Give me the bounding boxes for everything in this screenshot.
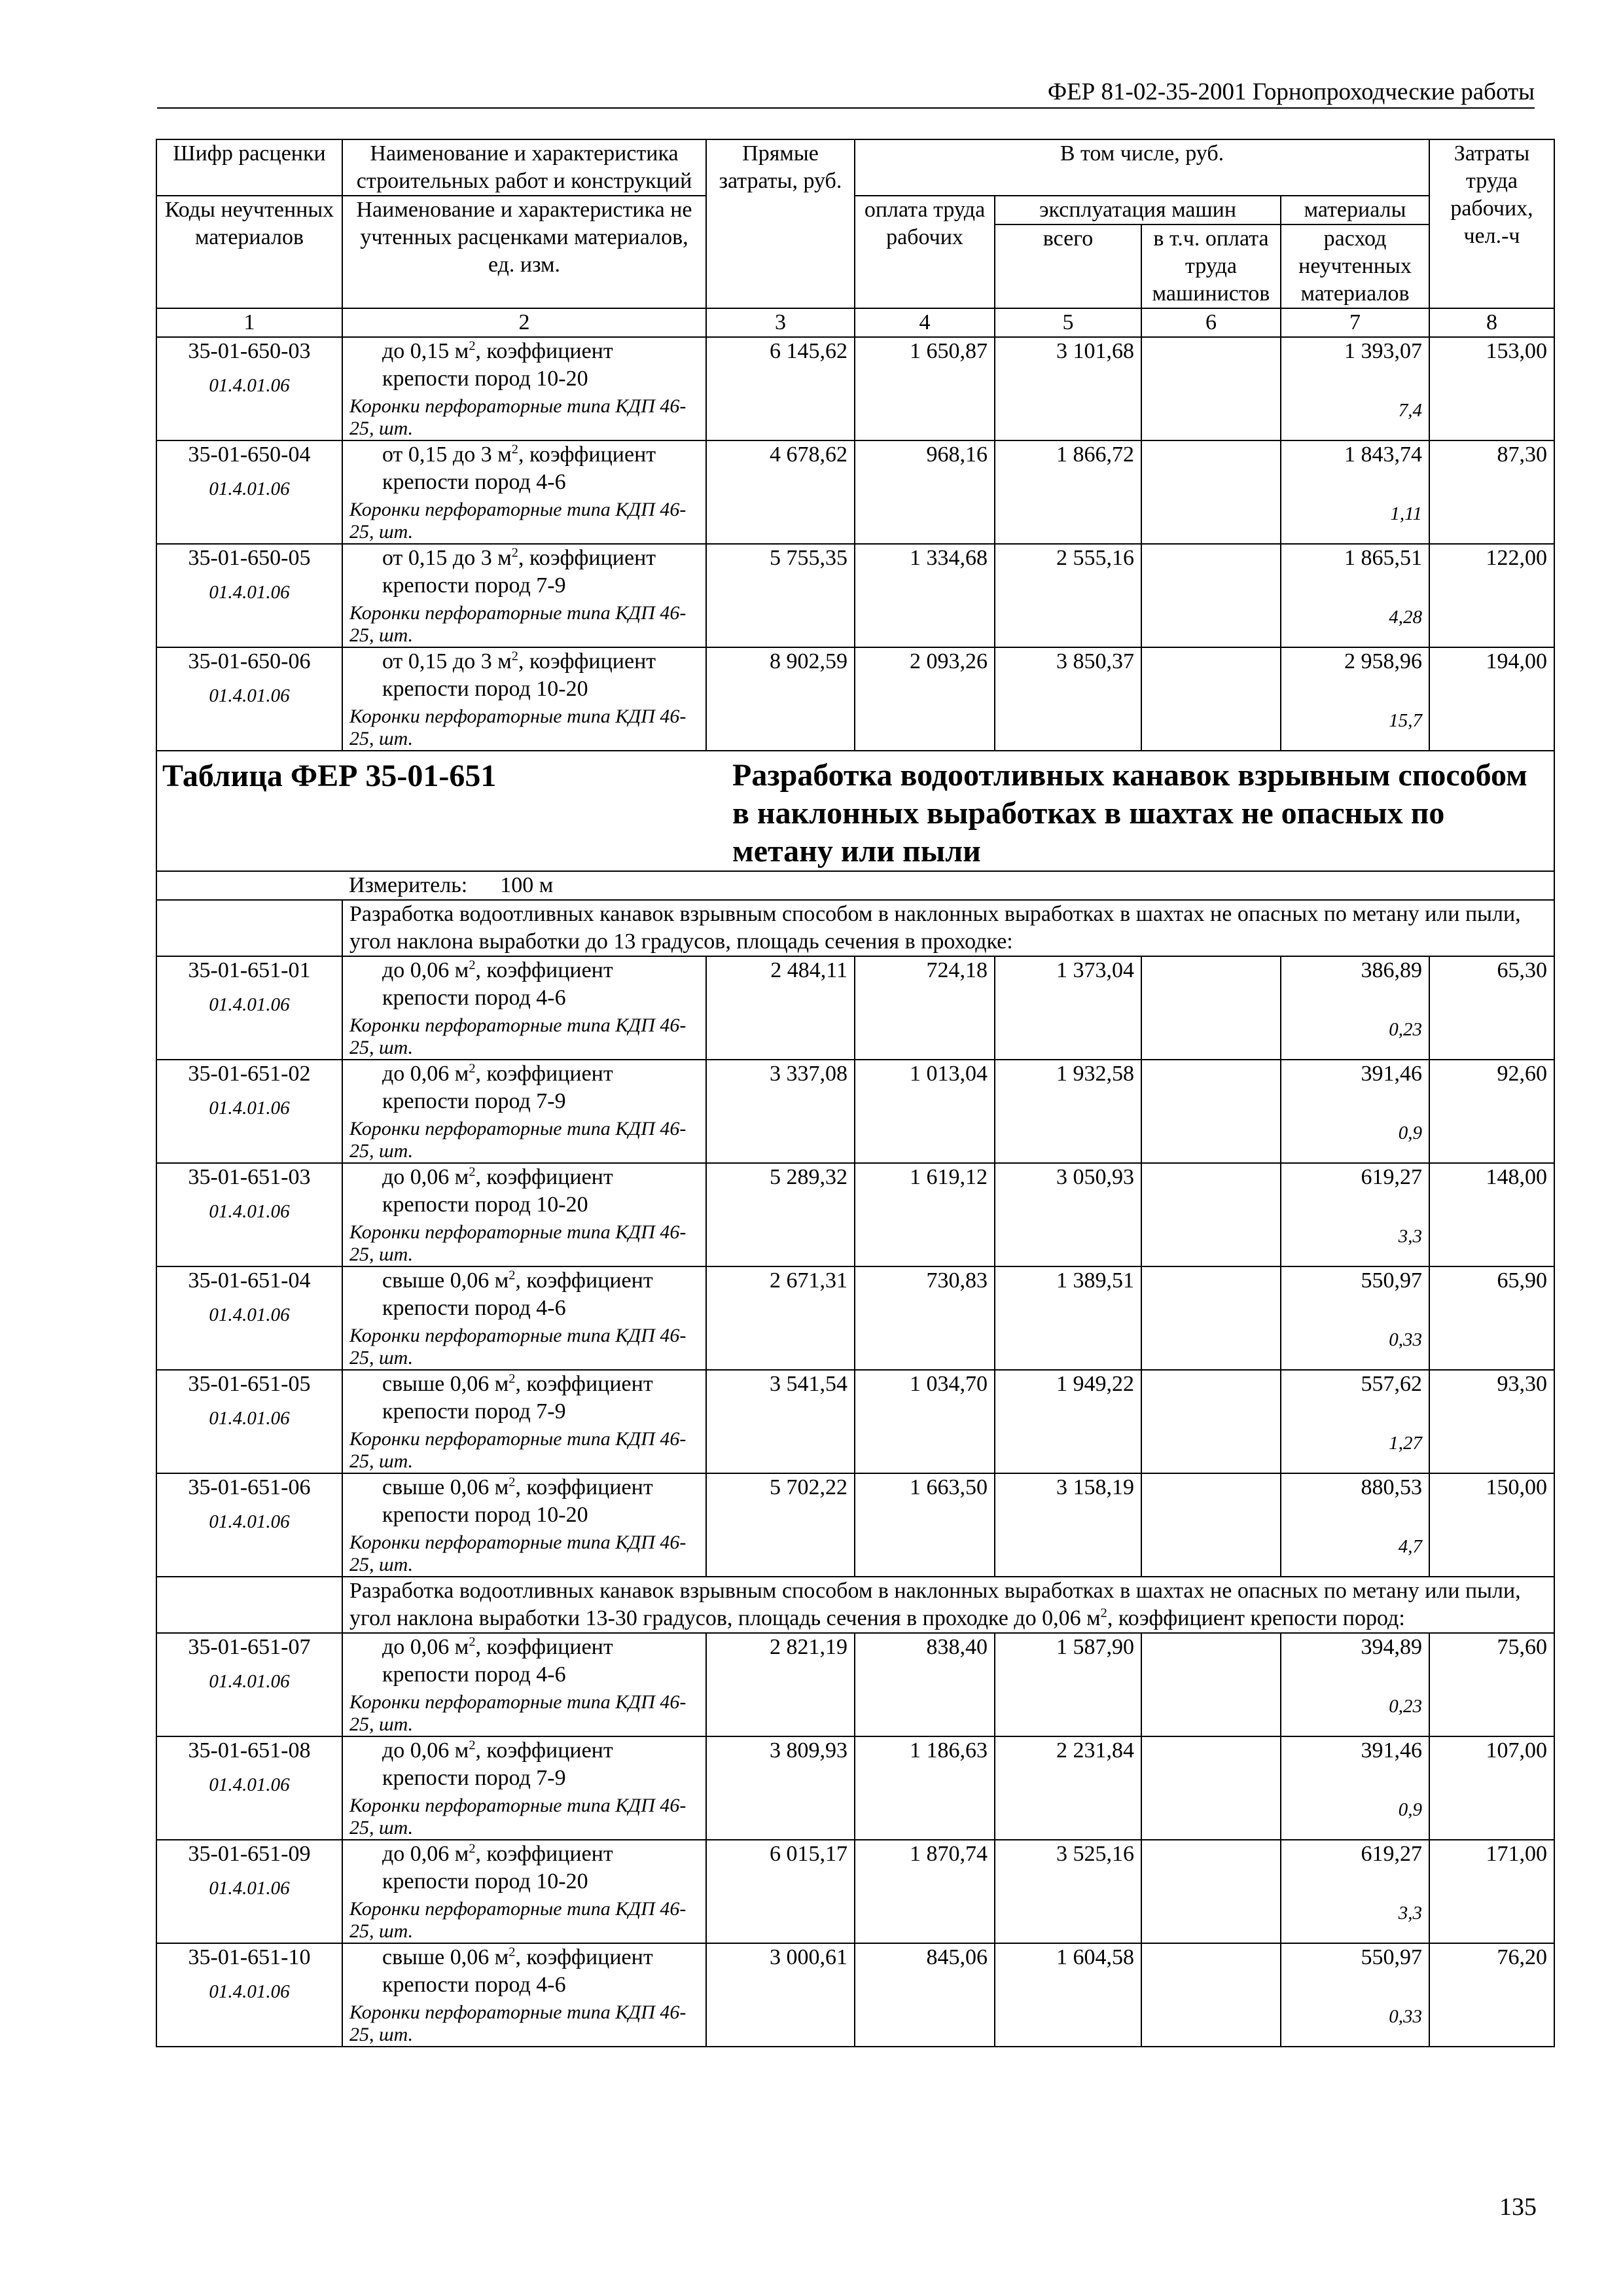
- labor-hours: 87,30: [1429, 440, 1554, 544]
- table-row: [156, 1840, 1554, 1943]
- rate-code-cell: [156, 647, 342, 751]
- materials-cell: [1281, 956, 1429, 1060]
- work-name-cell: [342, 544, 706, 647]
- work-name: от 0,15 до 3 $м^2$, коэффициент: [382, 442, 656, 467]
- materials-cost: 1 865,51: [1344, 546, 1422, 570]
- work-name-cell: [342, 337, 706, 440]
- material-usage: 4,7: [1398, 1536, 1422, 1557]
- table-row: [156, 1060, 1554, 1163]
- table-row: [156, 1370, 1554, 1473]
- work-name-cont: крепости пород 10-20: [382, 677, 588, 701]
- rate-code: 35-01-651-10: [188, 1945, 311, 1969]
- col-number: 6: [1141, 308, 1281, 337]
- work-name: до 0,15 $м^2$, коэффициент: [382, 338, 613, 363]
- table-row: [156, 337, 1554, 440]
- materials-cost: 1 393,07: [1344, 339, 1422, 363]
- materials-cell: [1281, 1473, 1429, 1577]
- rate-code-cell: [156, 1370, 342, 1473]
- work-name: до 0,06 $м^2$, коэффициент: [382, 1634, 613, 1659]
- material-name: Коронки перфораторные типа КДП 46-25, шт.: [349, 1898, 687, 1942]
- work-name: до 0,06 $м^2$, коэффициент: [382, 1164, 613, 1189]
- materials-cost: 2 958,96: [1344, 649, 1422, 673]
- work-name-cell: [342, 1633, 706, 1736]
- work-name-cell: [342, 647, 706, 751]
- rate-code: 35-01-651-03: [188, 1165, 311, 1189]
- measure-value: 100 м: [500, 873, 554, 897]
- material-name: Коронки перфораторные типа КДП 46-25, шт.: [349, 1325, 687, 1369]
- material-name: Коронки перфораторные типа КДП 46-25, шт.: [349, 1532, 687, 1575]
- material-name: Коронки перфораторные типа КДП 46-25, шт.: [349, 1795, 687, 1839]
- machines-total: 3 525,16: [995, 1840, 1141, 1943]
- rate-code-cell: [156, 1633, 342, 1736]
- work-name: до 0,06 $м^2$, коэффициент: [382, 958, 613, 982]
- labor-hours: 150,00: [1429, 1473, 1554, 1577]
- materials-cost: 386,89: [1361, 958, 1422, 982]
- rate-code: 35-01-651-08: [188, 1738, 311, 1763]
- material-code: 01.4.01.06: [209, 1408, 290, 1429]
- rate-code: 35-01-651-09: [188, 1842, 311, 1866]
- material-code: 01.4.01.06: [209, 994, 290, 1015]
- material-usage: 0,33: [1389, 1329, 1422, 1350]
- machines-total: 2 555,16: [995, 544, 1141, 647]
- table-header: [156, 139, 1554, 337]
- direct-costs: 3 337,08: [706, 1060, 855, 1163]
- work-name: свыше 0,06 $м^2$, коэффициент: [382, 1371, 653, 1396]
- col-number: 1: [156, 308, 342, 337]
- rate-code-cell: [156, 1736, 342, 1840]
- table-row: [156, 1266, 1554, 1370]
- table-row: [156, 956, 1554, 1060]
- wages: 724,18: [855, 956, 995, 1060]
- table-number: Таблица ФЕР 35-01-651: [156, 751, 706, 871]
- wages: 1 619,12: [855, 1163, 995, 1266]
- work-name-cell: [342, 956, 706, 1060]
- col-number: 7: [1281, 308, 1429, 337]
- work-name: свыше 0,06 $м^2$, коэффициент: [382, 1268, 653, 1293]
- rate-code: 35-01-651-01: [188, 958, 311, 982]
- direct-costs: 3 541,54: [706, 1370, 855, 1473]
- labor-hours: 148,00: [1429, 1163, 1554, 1266]
- material-code: 01.4.01.06: [209, 1671, 290, 1692]
- work-name-cont: крепости пород 4-6: [382, 1662, 566, 1687]
- rate-code-cell: [156, 1943, 342, 2047]
- materials-cell: [1281, 1370, 1429, 1473]
- wages: 838,40: [855, 1633, 995, 1736]
- direct-costs: 8 902,59: [706, 647, 855, 751]
- rate-code-cell: [156, 1266, 342, 1370]
- wages: 730,83: [855, 1266, 995, 1370]
- work-name-cont: крепости пород 4-6: [382, 470, 566, 494]
- rows-group-650: [156, 337, 1554, 751]
- material-name: Коронки перфораторные типа КДП 46-25, шт.: [349, 395, 687, 439]
- wages: 1 034,70: [855, 1370, 995, 1473]
- material-usage: 3,3: [1398, 1903, 1422, 1924]
- header-material-usage: расход неучтенных материалов: [1281, 224, 1429, 308]
- materials-cell: [1281, 544, 1429, 647]
- labor-hours: 76,20: [1429, 1943, 1554, 2047]
- material-usage: 15,7: [1389, 710, 1422, 731]
- machinists-wages: [1141, 647, 1281, 751]
- machinists-wages: [1141, 1943, 1281, 2047]
- work-name-cont: крепости пород 7-9: [382, 1766, 566, 1790]
- materials-cost: 1 843,74: [1344, 442, 1422, 467]
- work-name: до 0,06 $м^2$, коэффициент: [382, 1061, 613, 1086]
- labor-hours: 92,60: [1429, 1060, 1554, 1163]
- work-name-cell: [342, 1473, 706, 1577]
- table-title: Разработка водоотливных канавок взрывным способом в наклонных выработках в шахтах не опасных по метану или пыли: [706, 751, 1554, 871]
- machines-total: 2 231,84: [995, 1736, 1141, 1840]
- direct-costs: 5 755,35: [706, 544, 855, 647]
- machinists-wages: [1141, 1266, 1281, 1370]
- machinists-wages: [1141, 337, 1281, 440]
- materials-cost: 550,97: [1361, 1268, 1422, 1293]
- rate-code: 35-01-650-03: [188, 339, 311, 363]
- measure-label: Измеритель:: [349, 873, 468, 897]
- machines-total: 1 373,04: [995, 956, 1141, 1060]
- header-machines-total: всего: [995, 224, 1141, 308]
- material-code: 01.4.01.06: [209, 1098, 290, 1119]
- materials-cost: 619,27: [1361, 1165, 1422, 1189]
- material-usage: 4,28: [1389, 607, 1422, 628]
- material-name: Коронки перфораторные типа КДП 46-25, шт.: [349, 1221, 687, 1265]
- material-name: Коронки перфораторные типа КДП 46-25, шт.: [349, 1118, 687, 1162]
- material-name: Коронки перфораторные типа КДП 46-25, шт.: [349, 1691, 687, 1735]
- machinists-wages: [1141, 1736, 1281, 1840]
- machines-total: 1 604,58: [995, 1943, 1141, 2047]
- material-usage: 0,9: [1398, 1122, 1422, 1143]
- work-name-cell: [342, 1943, 706, 2047]
- wages: 968,16: [855, 440, 995, 544]
- work-name-cont: крепости пород 7-9: [382, 573, 566, 598]
- rate-code: 35-01-650-05: [188, 546, 311, 570]
- material-name: Коронки перфораторные типа КДП 46-25, шт.: [349, 2001, 687, 2045]
- materials-cell: [1281, 1163, 1429, 1266]
- work-name-cell: [342, 1370, 706, 1473]
- material-code: 01.4.01.06: [209, 1981, 290, 2002]
- direct-costs: 3 809,93: [706, 1736, 855, 1840]
- table-row: [156, 544, 1554, 647]
- materials-cost: 880,53: [1361, 1475, 1422, 1499]
- work-name-cell: [342, 1840, 706, 1943]
- labor-hours: 153,00: [1429, 337, 1554, 440]
- labor-hours: 65,30: [1429, 956, 1554, 1060]
- section-description: Разработка водоотливных канавок взрывным способом в наклонных выработках в шахтах не опасных по метану или пыли, угол наклона выработки до 13 градусов, площадь сечения в проходке:: [342, 900, 1554, 956]
- machines-total: 3 050,93: [995, 1163, 1141, 1266]
- materials-cost: 391,46: [1361, 1062, 1422, 1086]
- labor-hours: 107,00: [1429, 1736, 1554, 1840]
- direct-costs: 4 678,62: [706, 440, 855, 544]
- work-name: до 0,06 $м^2$, коэффициент: [382, 1738, 613, 1763]
- header-name: Наименование и характеристика строительных работ и конструкций: [342, 139, 706, 196]
- wages: 1 186,63: [855, 1736, 995, 1840]
- page-number: 135: [1499, 2193, 1537, 2221]
- work-name: до 0,06 $м^2$, коэффициент: [382, 1841, 613, 1866]
- direct-costs: 2 484,11: [706, 956, 855, 1060]
- table-row: [156, 440, 1554, 544]
- table-row: [156, 1633, 1554, 1736]
- work-name-cont: крепости пород 7-9: [382, 1089, 566, 1113]
- work-name: свыше 0,06 $м^2$, коэффициент: [382, 1945, 653, 1969]
- machinists-wages: [1141, 440, 1281, 544]
- machines-total: 1 932,58: [995, 1060, 1141, 1163]
- machinists-wages: [1141, 544, 1281, 647]
- material-code: 01.4.01.06: [209, 478, 290, 499]
- material-code: 01.4.01.06: [209, 1774, 290, 1795]
- materials-cell: [1281, 1943, 1429, 2047]
- material-code: 01.4.01.06: [209, 375, 290, 396]
- direct-costs: 2 821,19: [706, 1633, 855, 1736]
- table-row: [156, 1736, 1554, 1840]
- machines-total: 1 389,51: [995, 1266, 1141, 1370]
- direct-costs: 2 671,31: [706, 1266, 855, 1370]
- materials-cost: 550,97: [1361, 1945, 1422, 1969]
- work-name: от 0,15 до 3 $м^2$, коэффициент: [382, 649, 656, 673]
- material-usage: 1,11: [1390, 503, 1422, 524]
- wages: 1 870,74: [855, 1840, 995, 1943]
- section-block: [156, 1577, 1554, 1633]
- materials-cell: [1281, 337, 1429, 440]
- work-name-cell: [342, 1060, 706, 1163]
- rate-code: 35-01-650-06: [188, 649, 311, 673]
- material-code: 01.4.01.06: [209, 582, 290, 603]
- section-description: Разработка водоотливных канавок взрывным способом в наклонных выработках в шахтах не опасных по метану или пыли, угол наклона выработки 13-30 градусов, площадь сечения в проходке до 0,06 $м^2$, коэффициент крепости пород:: [342, 1577, 1554, 1633]
- rows-group-651-a: [156, 956, 1554, 1577]
- material-usage: 0,33: [1389, 2006, 1422, 2027]
- machinists-wages: [1141, 1633, 1281, 1736]
- work-name-cell: [342, 1163, 706, 1266]
- col-number: 8: [1429, 308, 1554, 337]
- labor-hours: 122,00: [1429, 544, 1554, 647]
- col-number: 3: [706, 308, 855, 337]
- work-name-cont: крепости пород 7-9: [382, 1399, 566, 1424]
- work-name-cont: крепости пород 10-20: [382, 1503, 588, 1527]
- work-name-cont: крепости пород 10-20: [382, 367, 588, 391]
- wages: 1 663,50: [855, 1473, 995, 1577]
- material-code: 01.4.01.06: [209, 1878, 290, 1899]
- machines-total: 1 866,72: [995, 440, 1141, 544]
- header-materials: материалы: [1281, 196, 1429, 224]
- work-name-cont: крепости пород 4-6: [382, 1296, 566, 1320]
- materials-cell: [1281, 1266, 1429, 1370]
- rate-code: 35-01-651-05: [188, 1372, 311, 1396]
- machines-total: 1 949,22: [995, 1370, 1141, 1473]
- work-name-cont: крепости пород 4-6: [382, 1973, 566, 1997]
- material-code: 01.4.01.06: [209, 1304, 290, 1325]
- rate-code-cell: [156, 1060, 342, 1163]
- direct-costs: 6 015,17: [706, 1840, 855, 1943]
- material-name: Коронки перфораторные типа КДП 46-25, шт.: [349, 706, 687, 749]
- header-machinists-wages: в т.ч. оплата труда машинистов: [1141, 224, 1281, 308]
- material-code: 01.4.01.06: [209, 1511, 290, 1532]
- wages: 1 334,68: [855, 544, 995, 647]
- wages: 2 093,26: [855, 647, 995, 751]
- rate-code: 35-01-650-04: [188, 442, 311, 467]
- direct-costs: 5 289,32: [706, 1163, 855, 1266]
- work-name-cell: [342, 1266, 706, 1370]
- labor-hours: 65,90: [1429, 1266, 1554, 1370]
- materials-cell: [1281, 1060, 1429, 1163]
- header-labor: Затраты труда рабочих, чел.-ч: [1429, 139, 1554, 308]
- material-usage: 3,3: [1398, 1226, 1422, 1247]
- wages: 845,06: [855, 1943, 995, 2047]
- table-row: [156, 1473, 1554, 1577]
- page-header: ФЕР 81-02-35-2001 Горнопроходческие работы: [157, 77, 1535, 109]
- materials-cost: 619,27: [1361, 1842, 1422, 1866]
- rate-code-cell: [156, 1473, 342, 1577]
- rate-code-cell: [156, 1163, 342, 1266]
- machines-total: 3 850,37: [995, 647, 1141, 751]
- work-name-cont: крепости пород 10-20: [382, 1869, 588, 1893]
- header-code: Шифр расценки: [156, 139, 342, 196]
- machines-total: 1 587,90: [995, 1633, 1141, 1736]
- direct-costs: 6 145,62: [706, 337, 855, 440]
- col-number: 4: [855, 308, 995, 337]
- materials-cell: [1281, 647, 1429, 751]
- table-row: [156, 1943, 1554, 2047]
- materials-cell: [1281, 1840, 1429, 1943]
- table-title-block: [156, 751, 1554, 956]
- rate-code: 35-01-651-06: [188, 1475, 311, 1499]
- work-name: свыше 0,06 $м^2$, коэффициент: [382, 1475, 653, 1499]
- materials-cell: [1281, 440, 1429, 544]
- work-name-cont: крепости пород 10-20: [382, 1193, 588, 1217]
- wages: 1 013,04: [855, 1060, 995, 1163]
- material-usage: 0,23: [1389, 1019, 1422, 1040]
- materials-cost: 394,89: [1361, 1635, 1422, 1659]
- header-machines: эксплуатация машин: [995, 196, 1281, 224]
- rate-code-cell: [156, 544, 342, 647]
- materials-cell: [1281, 1736, 1429, 1840]
- material-name: Коронки перфораторные типа КДП 46-25, шт.: [349, 1428, 687, 1472]
- labor-hours: 194,00: [1429, 647, 1554, 751]
- direct-costs: 3 000,61: [706, 1943, 855, 2047]
- material-code: 01.4.01.06: [209, 1201, 290, 1222]
- col-number: 5: [995, 308, 1141, 337]
- material-usage: 0,23: [1389, 1696, 1422, 1717]
- machinists-wages: [1141, 1060, 1281, 1163]
- machinists-wages: [1141, 1370, 1281, 1473]
- header-material-names: Наименование и характеристика не учтенных расценками материалов, ед. изм.: [342, 196, 706, 308]
- machinists-wages: [1141, 1840, 1281, 1943]
- rate-code: 35-01-651-02: [188, 1062, 311, 1086]
- material-code: 01.4.01.06: [209, 685, 290, 706]
- materials-cell: [1281, 1633, 1429, 1736]
- machinists-wages: [1141, 956, 1281, 1060]
- header-material-codes: Коды неучтенных материалов: [156, 196, 342, 308]
- work-name: от 0,15 до 3 $м^2$, коэффициент: [382, 545, 656, 570]
- work-name-cont: крепости пород 4-6: [382, 986, 566, 1010]
- machines-total: 3 101,68: [995, 337, 1141, 440]
- direct-costs: 5 702,22: [706, 1473, 855, 1577]
- wages: 1 650,87: [855, 337, 995, 440]
- materials-cost: 391,46: [1361, 1738, 1422, 1763]
- rate-code: 35-01-651-04: [188, 1268, 311, 1293]
- machinists-wages: [1141, 1163, 1281, 1266]
- material-name: Коронки перфораторные типа КДП 46-25, шт.: [349, 499, 687, 543]
- machinists-wages: [1141, 1473, 1281, 1577]
- header-including: В том числе, руб.: [855, 139, 1429, 196]
- table-row: [156, 647, 1554, 751]
- machines-total: 3 158,19: [995, 1473, 1141, 1577]
- header-wages: оплата труда рабочих: [855, 196, 995, 308]
- rate-code-cell: [156, 440, 342, 544]
- rates-table: [156, 139, 1555, 2047]
- rate-code-cell: [156, 956, 342, 1060]
- labor-hours: 171,00: [1429, 1840, 1554, 1943]
- labor-hours: 93,30: [1429, 1370, 1554, 1473]
- work-name-cell: [342, 1736, 706, 1840]
- materials-cost: 557,62: [1361, 1372, 1422, 1396]
- labor-hours: 75,60: [1429, 1633, 1554, 1736]
- material-name: Коронки перфораторные типа КДП 46-25, шт.: [349, 602, 687, 646]
- rate-code-cell: [156, 337, 342, 440]
- material-usage: 0,9: [1398, 1799, 1422, 1820]
- material-usage: 7,4: [1398, 400, 1422, 421]
- material-usage: 1,27: [1389, 1433, 1422, 1454]
- header-direct-costs: Прямые затраты, руб.: [706, 139, 855, 308]
- rate-code: 35-01-651-07: [188, 1635, 311, 1659]
- work-name-cell: [342, 440, 706, 544]
- rows-group-651-b: [156, 1633, 1554, 2047]
- table-row: [156, 1163, 1554, 1266]
- material-name: Коронки перфораторные типа КДП 46-25, шт.: [349, 1014, 687, 1058]
- rate-code-cell: [156, 1840, 342, 1943]
- col-number: 2: [342, 308, 706, 337]
